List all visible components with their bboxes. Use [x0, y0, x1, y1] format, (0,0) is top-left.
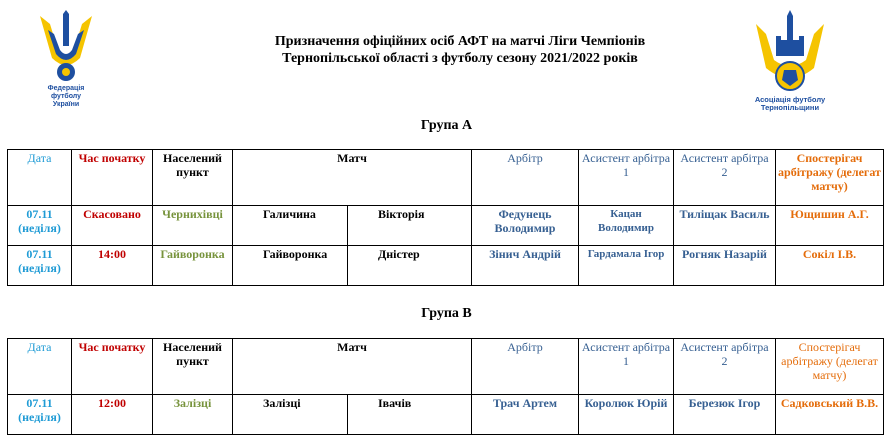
header-row [8, 150, 884, 206]
row-date: 07.11 (неділя) [8, 246, 72, 286]
row-assistant2: Тиліщак Василь [674, 206, 776, 246]
col-date: Дата [8, 150, 72, 206]
group-a-table [7, 149, 884, 286]
svg-text:Тернопільщини: Тернопільщини [760, 103, 820, 112]
col-assistant1: Асистент арбітра 1 [579, 339, 674, 395]
table-row [8, 246, 884, 286]
row-home-team: Галичина [233, 206, 348, 246]
row-referee: Федунець Володимир [472, 206, 579, 246]
group-a-title: Група А [420, 118, 473, 133]
col-assistant2: Асистент арбітра 2 [674, 150, 776, 206]
row-observer: Сокіл І.В. [776, 246, 884, 286]
group-b-title: Група В [421, 306, 472, 321]
document-title [200, 33, 720, 67]
aft-logo [750, 10, 830, 115]
row-time: 12:00 [72, 395, 153, 435]
col-match: Матч [233, 150, 472, 206]
col-date: Дата [8, 339, 72, 395]
table-row [8, 395, 884, 435]
svg-text:футболу: футболу [50, 93, 82, 100]
col-referee: Арбітр [472, 339, 579, 395]
svg-text:України: України [52, 101, 80, 108]
row-date: 07.11 (неділя) [8, 395, 72, 435]
row-date: 07.11 (неділя) [8, 206, 72, 246]
title-line-2: Тернопільської області з футболу сезону 2021/2022 років [282, 51, 638, 66]
col-observer: Спостерігач арбітражу (делегат матчу) [776, 150, 884, 206]
col-time: Час початку [72, 339, 153, 395]
row-assistant1: Гардамала Ігор [579, 246, 674, 286]
row-away-team: Дністер [348, 246, 472, 286]
col-time: Час початку [72, 150, 153, 206]
header-row [8, 339, 884, 395]
svg-text:Асоціація футболу: Асоціація футболу [754, 95, 826, 104]
col-referee: Арбітр [472, 150, 579, 206]
uaf-logo [30, 10, 102, 110]
row-home-team: Залізці [233, 395, 348, 435]
col-match: Матч [233, 339, 472, 395]
col-place: Населений пункт [153, 339, 233, 395]
row-observer: Ющишин А.Г. [776, 206, 884, 246]
row-referee: Трач Артем [472, 395, 579, 435]
title-line-1: Призначення офіційних осіб АФТ на матчі Ліги Чемпіонів [274, 34, 646, 49]
col-assistant2: Асистент арбітра 2 [674, 339, 776, 395]
row-assistant1: Королюк Юрій [579, 395, 674, 435]
table-row [8, 206, 884, 246]
row-place: Залізці [153, 395, 233, 435]
row-time: Скасовано [72, 206, 153, 246]
row-time: 14:00 [72, 246, 153, 286]
row-referee: Зінич Андрій [472, 246, 579, 286]
row-place: Чернихівці [153, 206, 233, 246]
row-assistant2: Березюк Ігор [674, 395, 776, 435]
svg-text:Федерація: Федерація [47, 85, 85, 92]
row-away-team: Івачів [348, 395, 472, 435]
col-place: Населений пункт [153, 150, 233, 206]
row-place: Гайворонка [153, 246, 233, 286]
row-assistant2: Рогняк Назарій [674, 246, 776, 286]
row-observer: Садковський В.В. [776, 395, 884, 435]
row-assistant1: Кацан Володимир [579, 206, 674, 246]
row-home-team: Гайворонка [233, 246, 348, 286]
group-b-table [7, 338, 884, 435]
col-observer: Спостерігач арбітражу (делегат матчу) [776, 339, 884, 395]
row-away-team: Вікторія [348, 206, 472, 246]
col-assistant1: Асистент арбітра 1 [579, 150, 674, 206]
